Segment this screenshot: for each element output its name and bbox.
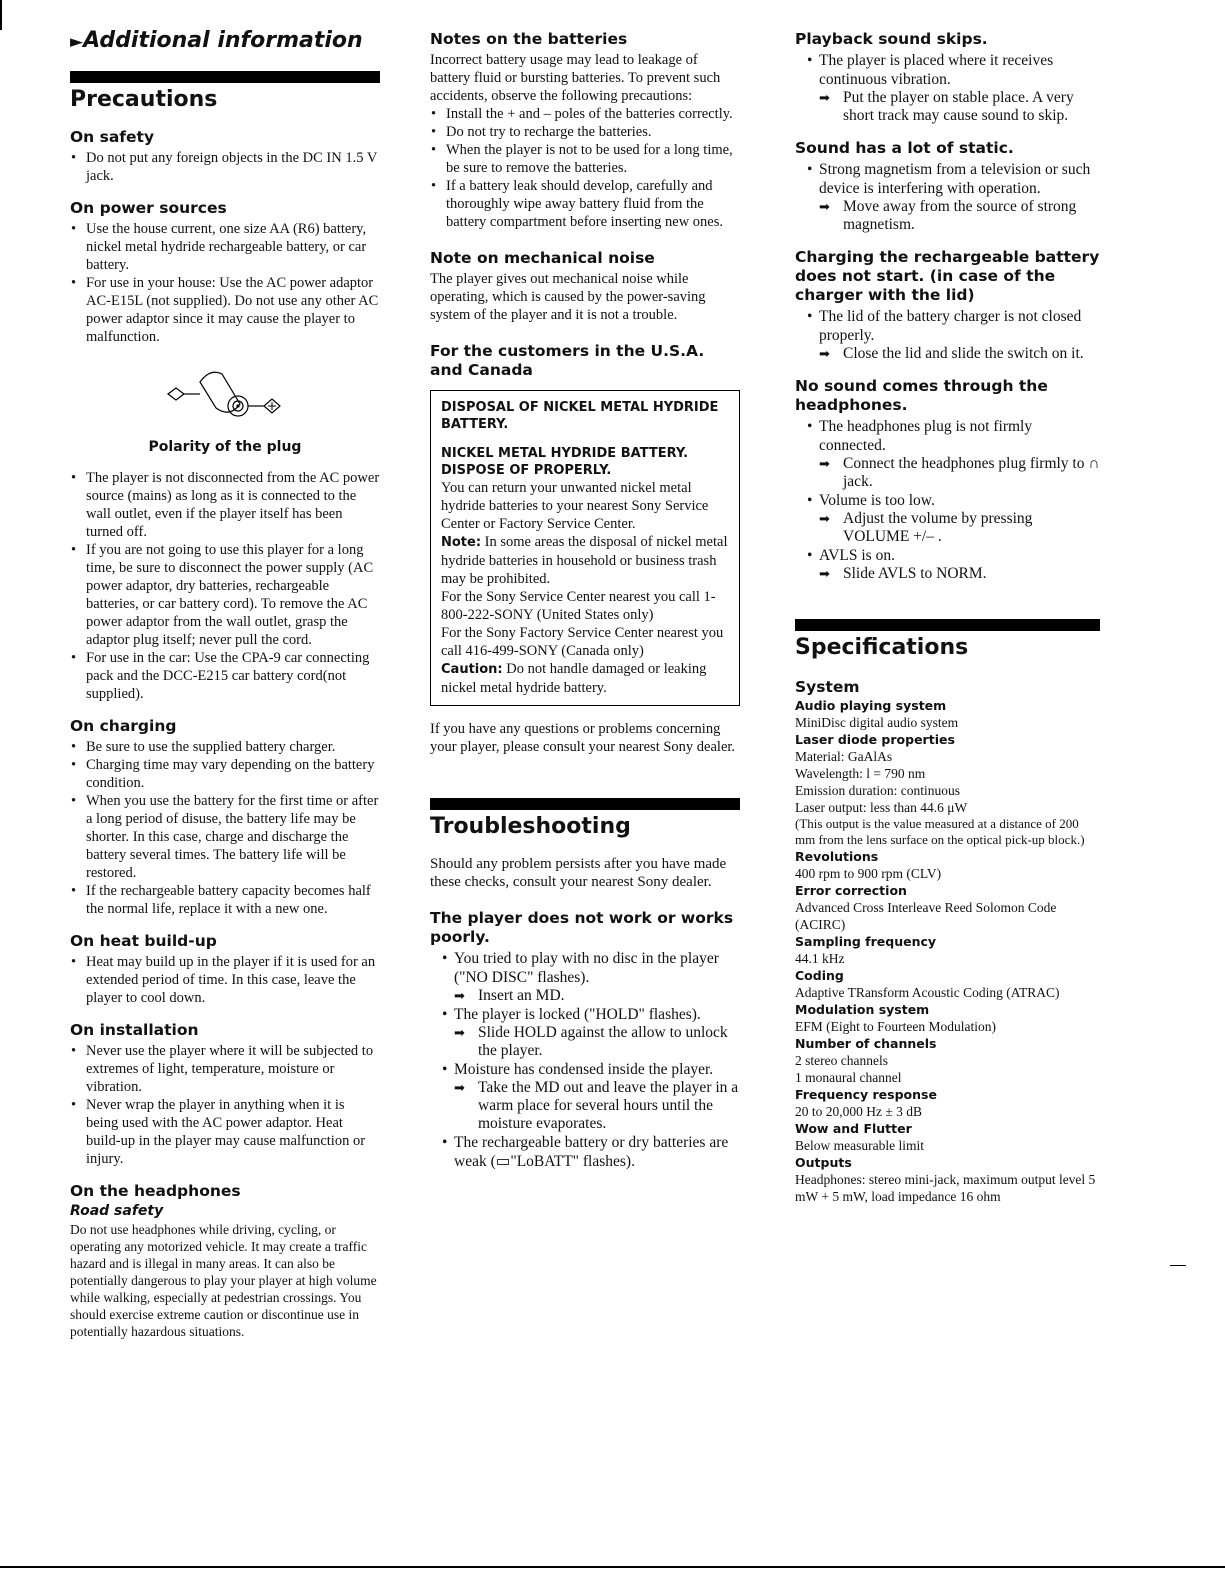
section-rule (795, 619, 1100, 631)
ts-cause: • Strong magnetism from a television or such device is interfering with operation. (805, 160, 1100, 198)
spec-label: Coding (795, 968, 844, 983)
section-rule (70, 71, 380, 83)
spec-label: Sampling frequency (795, 934, 937, 949)
arrow-icon: ➡ (819, 566, 830, 581)
ts-cause: • The player is locked ("HOLD" flashes). (440, 1005, 740, 1024)
arrow-icon: ► (70, 32, 84, 52)
arrow-icon: ➡ (454, 988, 465, 1003)
batteries-heading: Notes on the batteries (430, 30, 628, 48)
ts-fix: ➡ Close the lid and slide the switch on it. (819, 345, 1084, 362)
disposal-p1: You can return your unwanted nickel metal hydride batteries to your nearest Sony Service Center or Factory Service Center. (441, 480, 709, 532)
system-heading: System (795, 678, 860, 696)
ts-block-1 (430, 949, 740, 1171)
spec-value: Headphones: stereo mini-jack, maximum output level 5 mW + 5 mW, load impedance 16 ohm (795, 1172, 1096, 1204)
heat-heading: On heat build-up (70, 932, 217, 950)
spec-label: Frequency response (795, 1087, 937, 1102)
list-item: • Heat may build up in the player if it is used for an extended period of time. In this case, leave the player to cool down. (70, 953, 380, 1007)
plug-caption: Polarity of the plug (148, 439, 302, 455)
disposal-note: Note: In some areas the disposal of nickel metal hydride batteries in household or business trash may be prohibited. (441, 534, 728, 587)
ts-cause: • Moisture has condensed inside the player. (440, 1060, 740, 1079)
bottom-edge-line (0, 1566, 1225, 1568)
arrow-icon: ➡ (819, 456, 830, 471)
spec-note: (This output is the value measured at a distance of 200 mm from the lens surface on the optical pick-up block.) (795, 816, 1085, 847)
list-item: • If you are not going to use this player for a long time, be sure to disconnect the power supply (AC power adaptor, dry batteries, rechargeable batteries, or car battery cord). To remove the AC power adaptor from the wall outlet, grasp the adaptor plug itself; never pull the cord. (70, 541, 380, 649)
spec-label: Wow and Flutter (795, 1121, 912, 1136)
ts-cause: • The player is placed where it receives continuous vibration. (805, 51, 1100, 89)
ts-block-3 (795, 160, 1100, 234)
spec-value: Advanced Cross Interleave Reed Solomon Code (ACIRC) (795, 900, 1057, 932)
batteries-intro: Incorrect battery usage may lead to leakage of battery fluid or bursting batteries. To prevent such accidents, observe the following precautions: (430, 52, 721, 104)
disposal-p3: For the Sony Factory Service Center nearest you call 416-499-SONY (Canada only) (441, 625, 724, 659)
troubleshooting-intro: Should any problem persists after you have made these checks, consult your nearest Sony dealer. (430, 856, 727, 890)
spec-value: Below measurable limit (795, 1138, 924, 1153)
spec-value: 20 to 20,000 Hz ± 3 dB (795, 1104, 923, 1119)
spec-value: 2 stereo channels (795, 1053, 888, 1068)
ts-cause: • The lid of the battery charger is not closed properly. (805, 307, 1100, 345)
list-item: • The player is not disconnected from the AC power source (mains) as long as it is connected to the wall outlet, even if the player itself has been turned off. (70, 469, 380, 541)
safety-list (70, 149, 380, 185)
customers-after: If you have any questions or problems concerning your player, please consult your nearest Sony dealer. (430, 721, 736, 755)
power-list-2 (70, 469, 380, 703)
list-item: • If the rechargeable battery capacity becomes half the normal life, replace it with a new one. (70, 882, 380, 918)
spec-label: Number of channels (795, 1036, 937, 1051)
spec-list (795, 697, 1100, 1205)
spec-label: Modulation system (795, 1002, 930, 1017)
ts-cause: • The headphones plug is not firmly connected. (805, 417, 1100, 455)
list-item: • Never use the player where it will be subjected to extremes of light, temperature, moisture or vibration. (70, 1042, 380, 1096)
spec-label: Outputs (795, 1155, 852, 1170)
ts-fix: ➡ Adjust the volume by pressing VOLUME +/– . (819, 510, 1033, 545)
ts-block-4 (795, 307, 1100, 363)
list-item: • For use in your house: Use the AC power adaptor AC-E15L (not supplied). Do not use any other AC power adaptor since it may cause the player to malfunction. (70, 274, 380, 346)
ts-fix: ➡ Connect the headphones plug firmly to ∩ jack. (819, 455, 1100, 490)
power-list (70, 220, 380, 346)
arrow-icon: ➡ (819, 346, 830, 361)
charging-heading: On charging (70, 717, 177, 735)
ts-fix: ➡ Take the MD out and leave the player in a warm place for several hours until the moisture evaporates. (454, 1079, 739, 1132)
list-item: • When you use the battery for the first time or after a long period of disuse, the battery life may be shorter. In this case, charge and discharge the battery several times. The battery life will be restored. (70, 792, 380, 882)
right-margin-dash (1170, 1265, 1186, 1266)
ts-cause: • Volume is too low. (805, 491, 1100, 510)
ts-cause: • AVLS is on. (805, 546, 1100, 565)
spec-value: Adaptive TRansform Acoustic Coding (ATRAC) (795, 985, 1060, 1000)
road-safety-text: Do not use headphones while driving, cycling, or operating any motorized vehicle. It may create a traffic hazard and is illegal in many areas. It can also be potentially dangerous to play your player at high volume while walking, especially at pedestrian crossings. You should exercise extreme caution or discontinue use in potentially hazardous situations. (70, 1222, 377, 1339)
ts-cause: • The rechargeable battery or dry batteries are weak (▭"LoBATT" flashes). (440, 1133, 740, 1171)
arrow-icon: ➡ (819, 199, 830, 214)
column-2 (430, 28, 740, 1171)
installation-heading: On installation (70, 1021, 199, 1039)
power-heading: On power sources (70, 199, 227, 217)
spec-label: Laser diode properties (795, 732, 955, 747)
spec-value: MiniDisc digital audio system (795, 715, 959, 730)
noise-text: The player gives out mechanical noise while operating, which is caused by the power-saving system of the player and it is not a trouble. (430, 271, 706, 323)
list-item: • Use the house current, one size AA (R6) battery, nickel metal hydride rechargeable battery, or car battery. (70, 220, 380, 274)
column-3 (795, 28, 1100, 1205)
spec-value: 400 rpm to 900 rpm (CLV) (795, 866, 942, 881)
ts-heading-3: Sound has a lot of static. (795, 139, 1014, 157)
batteries-list (430, 105, 740, 231)
additional-info-heading: ►Additional information (70, 28, 363, 53)
noise-heading: Note on mechanical noise (430, 249, 655, 267)
specifications-title: Specifications (795, 635, 969, 660)
safety-heading: On safety (70, 128, 155, 146)
ts-heading-5: No sound comes through the headphones. (795, 377, 1048, 414)
heat-list (70, 953, 380, 1007)
column-1 (70, 28, 380, 1340)
troubleshooting-title: Troubleshooting (430, 814, 631, 839)
plug-polarity-figure (70, 364, 380, 429)
disposal-title-2: NICKEL METAL HYDRIDE BATTERY. DISPOSE OF PROPERLY. (441, 446, 689, 478)
list-item: • Install the + and – poles of the batteries correctly. (430, 105, 740, 123)
ts-fix: ➡ Move away from the source of strong magnetism. (819, 198, 1077, 233)
arrow-icon: ➡ (454, 1080, 465, 1095)
spec-label: Revolutions (795, 849, 879, 864)
list-item: • When the player is not to be used for a long time, be sure to remove the batteries. (430, 141, 740, 177)
ts-heading-2: Playback sound skips. (795, 30, 988, 48)
disposal-notice-box (430, 390, 740, 706)
spec-value: Emission duration: continuous (795, 783, 960, 798)
ts-cause: • You tried to play with no disc in the player ("NO DISC" flashes). (440, 949, 740, 987)
arrow-icon: ➡ (819, 90, 830, 105)
ts-block-2 (795, 51, 1100, 125)
installation-list (70, 1042, 380, 1168)
charging-list (70, 738, 380, 918)
list-item: • Do not try to recharge the batteries. (430, 123, 740, 141)
ts-fix: ➡ Put the player on stable place. A very short track may cause sound to skip. (819, 89, 1074, 124)
spec-value: Wavelength: l = 790 nm (795, 766, 926, 781)
customers-heading: For the customers in the U.S.A. and Canada (430, 342, 705, 379)
road-safety-subheading: Road safety (70, 1203, 164, 1219)
list-item: • Be sure to use the supplied battery charger. (70, 738, 380, 756)
ts-block-5 (795, 417, 1100, 583)
disposal-p2: For the Sony Service Center nearest you call 1-800-222-SONY (United States only) (441, 589, 716, 623)
spec-value: Laser output: less than 44.6 μW (795, 800, 968, 815)
plug-polarity-icon (160, 364, 290, 424)
spec-value: 1 monaural channel (795, 1070, 902, 1085)
arrow-icon: ➡ (819, 511, 830, 526)
precautions-title: Precautions (70, 87, 218, 112)
list-item: • For use in the car: Use the CPA-9 car connecting pack and the DCC-E215 car battery cord(not supplied). (70, 649, 380, 703)
headphones-heading: On the headphones (70, 1182, 241, 1200)
ts-heading-1: The player does not work or works poorly. (430, 909, 734, 946)
ts-heading-4: Charging the rechargeable battery does not start. (in case of the charger with the lid) (795, 248, 1100, 304)
ts-fix: ➡ Slide AVLS to NORM. (819, 565, 987, 582)
ts-fix: ➡ Slide HOLD against the allow to unlock the player. (454, 1024, 728, 1059)
spec-value: Material: GaAlAs (795, 749, 893, 764)
disposal-title: DISPOSAL OF NICKEL METAL HYDRIDE BATTERY. (441, 400, 719, 432)
arrow-icon: ➡ (454, 1025, 465, 1040)
spec-label: Error correction (795, 883, 907, 898)
spec-label: Audio playing system (795, 698, 947, 713)
list-item: • Do not put any foreign objects in the DC IN 1.5 V jack. (70, 149, 380, 185)
left-edge-mark (0, 0, 2, 30)
list-item: • Charging time may vary depending on the battery condition. (70, 756, 380, 792)
ts-fix: ➡ Insert an MD. (454, 987, 565, 1004)
spec-value: EFM (Eight to Fourteen Modulation) (795, 1019, 996, 1034)
section-rule (430, 798, 740, 810)
list-item: • Never wrap the player in anything when it is being used with the AC power adaptor. Heat build-up in the player may cause malfunction or injury. (70, 1096, 380, 1168)
disposal-caution: Caution: Do not handle damaged or leaking nickel metal hydride battery. (441, 661, 707, 696)
list-item: • If a battery leak should develop, carefully and thoroughly wipe away battery fluid from the battery compartment before inserting new ones. (430, 177, 740, 231)
spec-value: 44.1 kHz (795, 951, 845, 966)
